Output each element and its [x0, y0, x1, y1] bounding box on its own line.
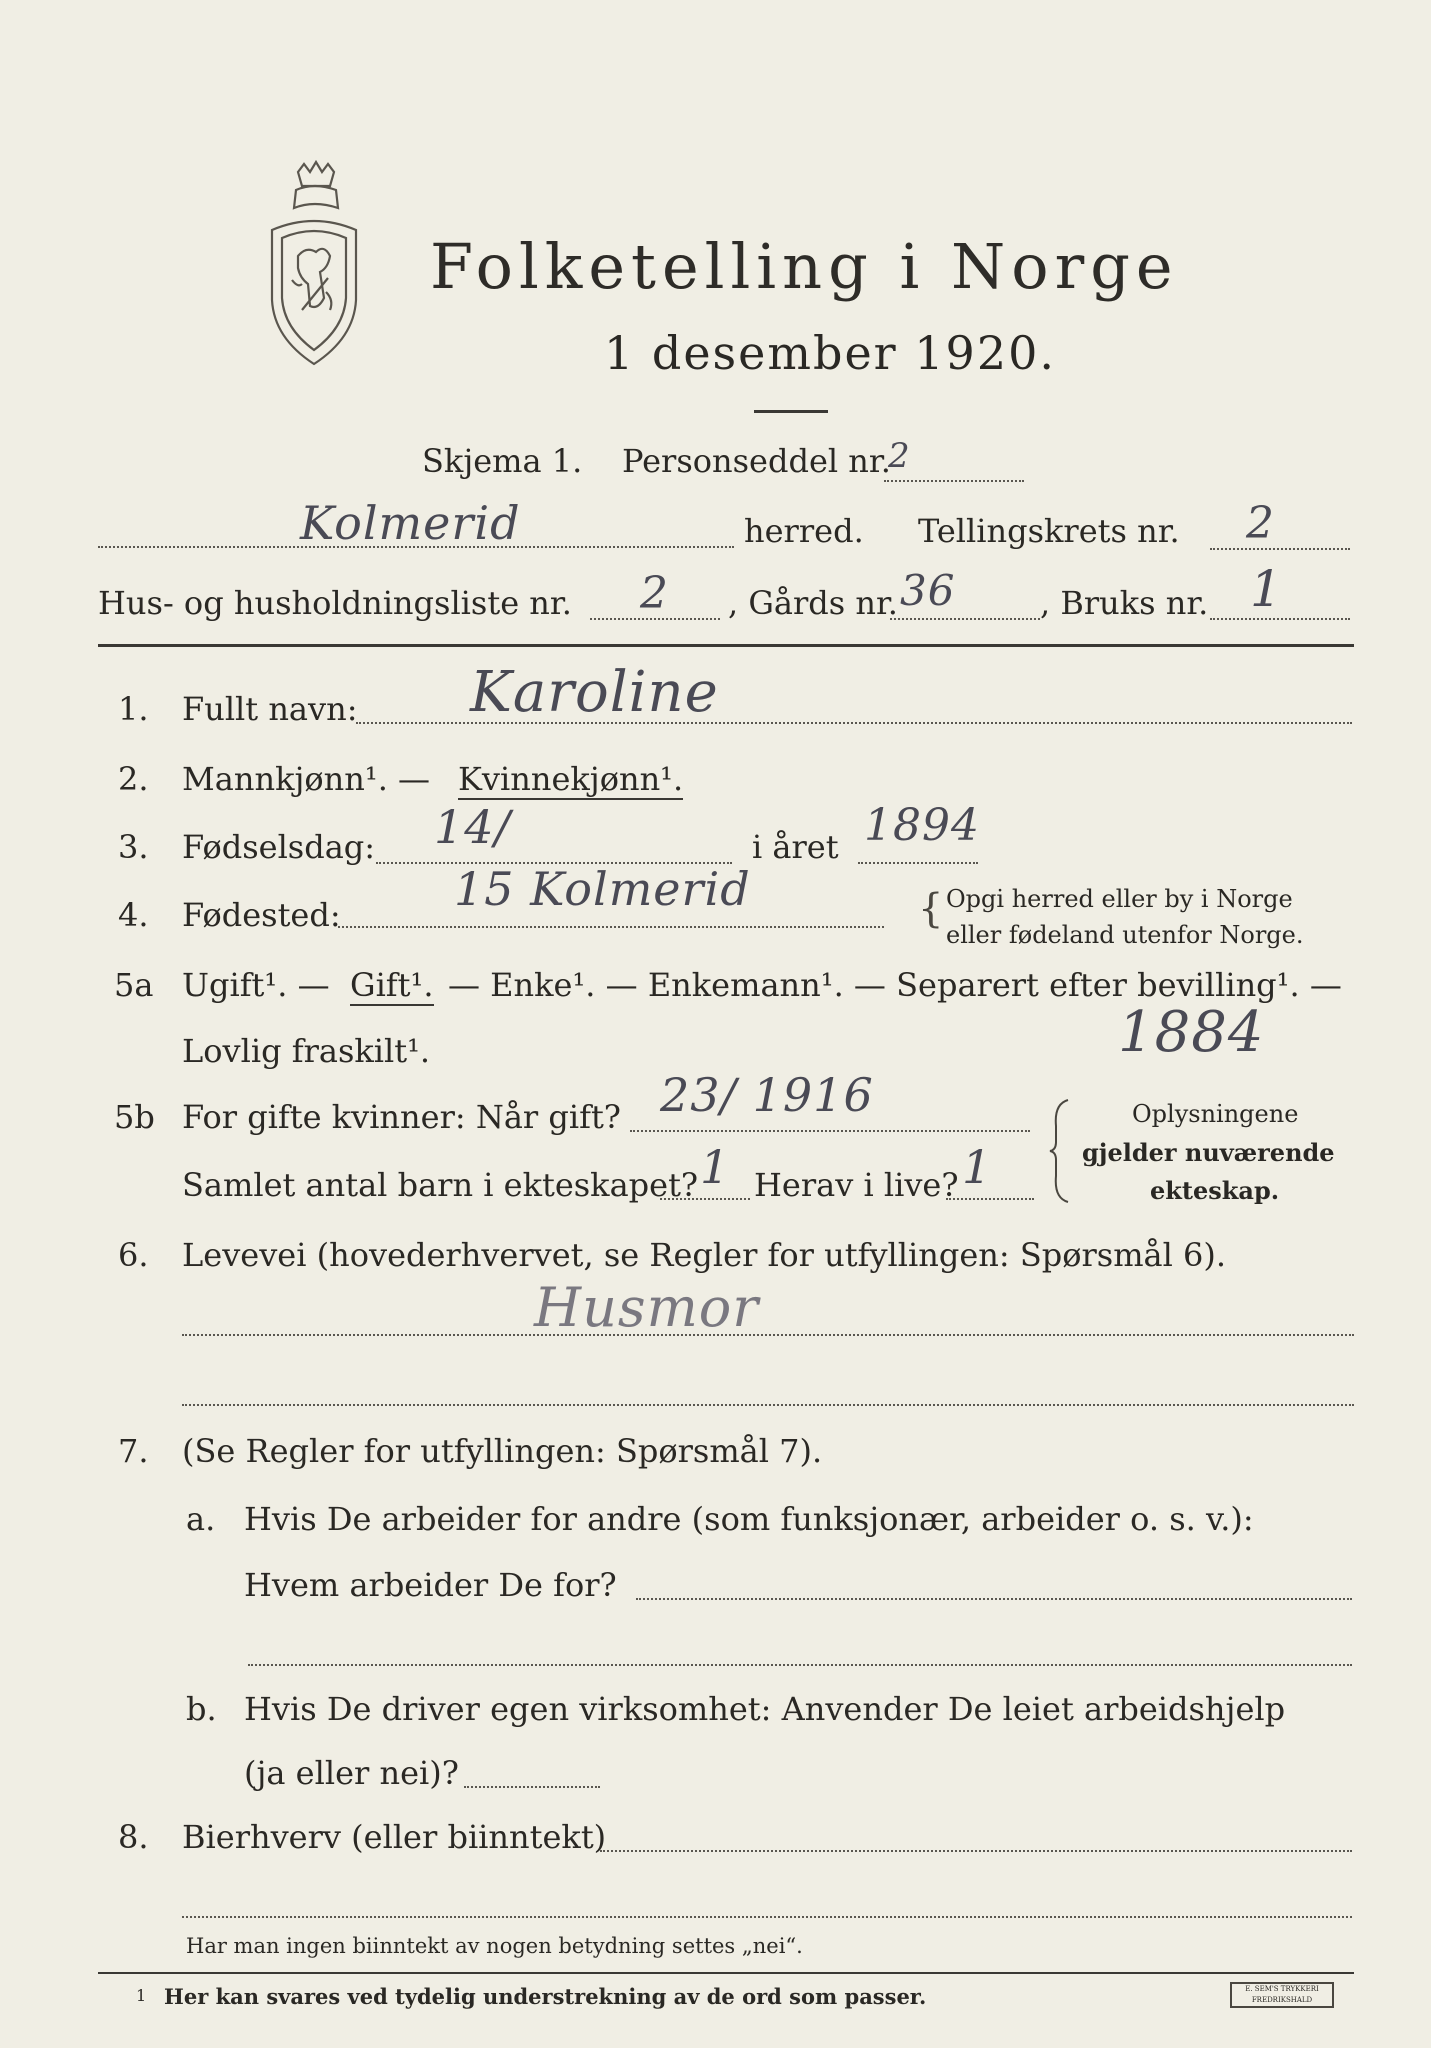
coat-of-arms-icon: [258, 160, 370, 370]
tellingskrets-label: Tellingskrets nr.: [918, 512, 1180, 550]
q6-number: 6.: [118, 1236, 149, 1274]
q3-number: 3.: [118, 828, 149, 866]
q5b-brace-icon: [1048, 1096, 1072, 1206]
q5b-alive-label: Herav i live?: [754, 1166, 959, 1204]
q5b-alive-line: [946, 1198, 1034, 1200]
q6-line-1: [182, 1334, 1354, 1336]
herred-label: herred.: [744, 512, 864, 550]
q4-brace: {: [918, 886, 944, 932]
personseddel-value: 2: [888, 436, 911, 476]
bruks-value: 1: [1250, 560, 1283, 618]
q4-note-line-2: eller fødeland utenfor Norge.: [946, 921, 1304, 949]
footer-rule: [98, 1972, 1354, 1974]
q5b-note-line-2: gjelder nuværende: [1082, 1138, 1335, 1167]
q5b-children-label: Samlet antal barn i ekteskapet?: [182, 1166, 699, 1204]
q1-number: 1.: [118, 690, 149, 728]
q6-value: Husmor: [534, 1276, 760, 1339]
q4-label: Fødested:: [182, 896, 341, 934]
q5b-children-line: [660, 1198, 750, 1200]
q5a-label-rest: — Enke¹. — Enkemann¹. — Separert efter bevilling¹. —: [448, 966, 1342, 1004]
q5a-margin-value: 1884: [1118, 1000, 1265, 1065]
husliste-label: Hus- og husholdningsliste nr.: [98, 584, 572, 622]
tellingskrets-line: [1210, 548, 1350, 550]
q4-value: 15 Kolmerid: [454, 862, 751, 916]
q3-label: Fødselsdag:: [182, 828, 376, 866]
q7-label: (Se Regler for utfyllingen: Spørsmål 7).: [182, 1432, 823, 1470]
q5b-note-line-3: ekteskap.: [1150, 1176, 1280, 1205]
q7a-line-2: [248, 1664, 1352, 1666]
q2-number: 2.: [118, 760, 149, 798]
q2-label-female: Kvinnekjønn¹.: [458, 760, 684, 798]
personseddel-line: [884, 480, 1024, 482]
q7b-label-2: (ja eller nei)?: [244, 1754, 459, 1792]
herred-value: Kolmerid: [300, 496, 521, 550]
printer-stamp: E. SEM'S TRYKKERI FREDRIKSHALD: [1230, 1982, 1334, 2008]
gards-value: 36: [900, 566, 956, 615]
bruks-line: [1210, 618, 1350, 620]
q5a-number: 5a: [114, 966, 154, 1004]
q7a-line-1: [636, 1598, 1352, 1600]
personseddel-label: Personseddel nr.: [622, 442, 891, 480]
form-title: Folketelling i Norge: [430, 230, 1179, 303]
q4-line: [338, 926, 884, 928]
q4-number: 4.: [118, 896, 149, 934]
q3-year-value: 1894: [864, 800, 980, 851]
title-divider: [754, 410, 828, 413]
q7b-letter: b.: [186, 1690, 217, 1728]
q3-value: 14/: [434, 800, 512, 854]
q5b-value: 23/ 1916: [660, 1068, 874, 1122]
q8-line-2: [182, 1916, 1352, 1918]
form-subtitle: 1 desember 1920.: [604, 326, 1056, 380]
q8-line-1: [600, 1850, 1352, 1852]
q7a-letter: a.: [186, 1500, 216, 1538]
q5a-label-ugift: Ugift¹. —: [182, 966, 330, 1004]
q6-label: Levevei (hovederhvervet, se Regler for utfyllingen: Spørsmål 6).: [182, 1236, 1227, 1274]
footnote-marker: 1: [136, 1986, 147, 2005]
footer-note: Har man ingen biinntekt av nogen betydning settes „nei“.: [186, 1934, 803, 1958]
header-rule: [98, 644, 1354, 647]
q7-number: 7.: [118, 1432, 149, 1470]
footnote-text: Her kan svares ved tydelig understrekning av de ord som passer.: [164, 1984, 927, 2009]
q5b-children-value: 1: [700, 1140, 731, 1194]
q3-year-line: [858, 862, 978, 864]
q3-year-label: i året: [752, 828, 839, 866]
q8-label: Bierhverv (eller biinntekt): [182, 1818, 607, 1856]
q6-line-2: [182, 1404, 1354, 1406]
q7a-label-2: Hvem arbeider De for?: [244, 1566, 617, 1604]
q5a-label-gift: Gift¹.: [350, 966, 434, 1004]
q5b-alive-value: 1: [962, 1140, 993, 1194]
bruks-label: , Bruks nr.: [1040, 584, 1209, 622]
q1-label: Fullt navn:: [182, 690, 358, 728]
q4-note-line-1: Opgi herred eller by i Norge: [946, 885, 1293, 913]
gards-line: [890, 618, 1040, 620]
skjema-label: Skjema 1.: [422, 442, 583, 480]
q8-number: 8.: [118, 1818, 149, 1856]
q5a-label-fraskilt: Lovlig fraskilt¹.: [182, 1032, 431, 1070]
husliste-value: 2: [640, 568, 669, 619]
tellingskrets-value: 2: [1246, 498, 1275, 549]
q5b-line: [630, 1130, 1030, 1132]
q1-value: Karoline: [470, 660, 719, 725]
q5b-note-line-1: Oplysningene: [1132, 1100, 1299, 1128]
gards-label: , Gårds nr.: [728, 584, 898, 622]
q7a-label-1: Hvis De arbeider for andre (som funksjonær, arbeider o. s. v.):: [244, 1500, 1254, 1538]
q2-label-male: Mannkjønn¹. —: [182, 760, 431, 798]
q7b-label-1: Hvis De driver egen virksomhet: Anvender De leiet arbeidshjelp: [244, 1690, 1286, 1728]
q5b-number: 5b: [114, 1098, 155, 1136]
q7b-line: [464, 1786, 600, 1788]
q5b-label: For gifte kvinner: Når gift?: [182, 1098, 621, 1136]
